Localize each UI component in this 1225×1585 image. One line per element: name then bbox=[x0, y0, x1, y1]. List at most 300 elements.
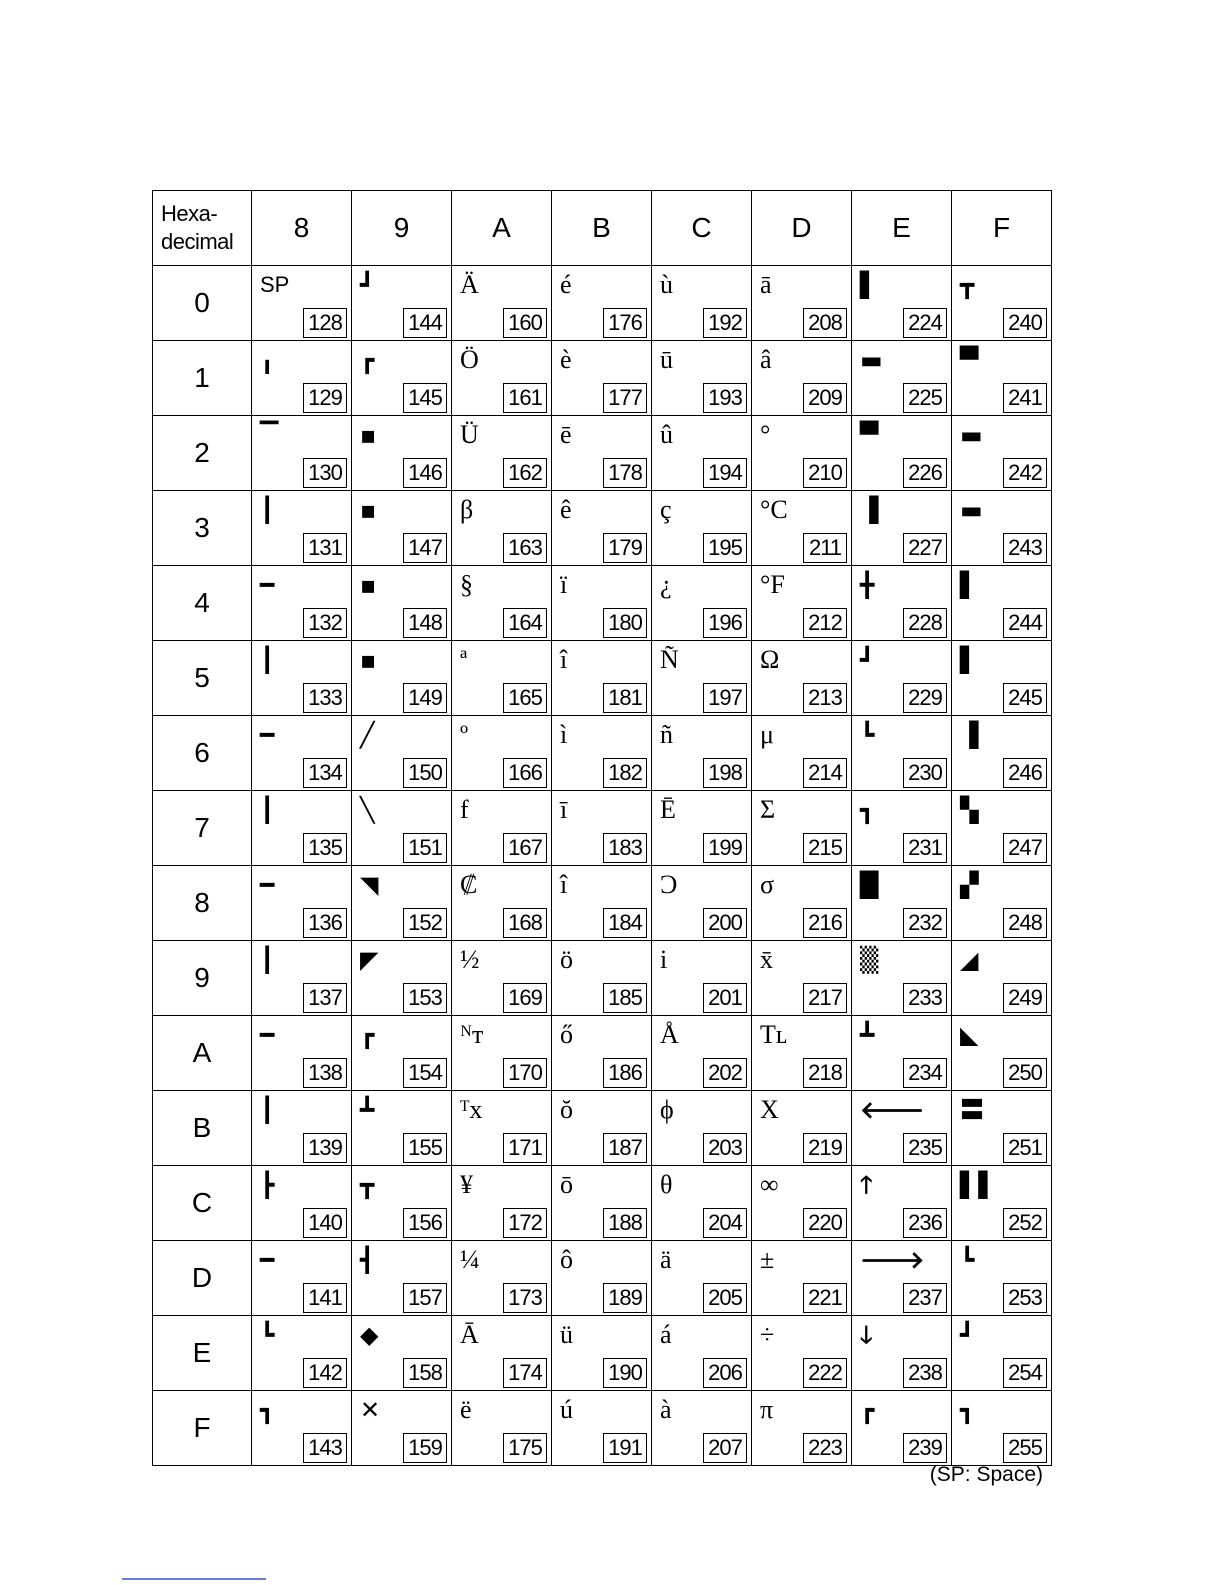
character-glyph: ┣ bbox=[260, 1171, 275, 1199]
character-cell bbox=[352, 1166, 452, 1241]
character-glyph: ▐ bbox=[860, 496, 879, 524]
character-cell bbox=[452, 566, 552, 641]
character-glyph: Ω bbox=[760, 645, 780, 674]
character-glyph: ╲ bbox=[360, 796, 375, 824]
character-glyph: ┳ bbox=[960, 271, 975, 299]
character-cell bbox=[552, 866, 652, 941]
table-row bbox=[153, 1241, 1052, 1316]
character-cell bbox=[752, 941, 852, 1016]
row-header: A bbox=[153, 1016, 252, 1091]
character-cell bbox=[852, 1316, 952, 1391]
character-cell bbox=[952, 566, 1052, 641]
character-glyph: ê bbox=[560, 495, 572, 524]
character-glyph: ┓ bbox=[960, 1396, 975, 1424]
character-glyph: ▞ bbox=[960, 871, 979, 899]
character-cell bbox=[652, 1016, 752, 1091]
character-glyph: °F bbox=[760, 570, 785, 599]
character-glyph: Ā bbox=[460, 1320, 479, 1349]
character-cell bbox=[452, 641, 552, 716]
decimal-code-box: 143 bbox=[303, 1433, 347, 1463]
character-cell bbox=[852, 416, 952, 491]
decimal-code-box: 182 bbox=[603, 758, 647, 788]
decimal-code-box: 208 bbox=[803, 308, 847, 338]
column-header-8: 8 bbox=[252, 191, 352, 266]
character-glyph: ┓ bbox=[260, 1396, 275, 1424]
character-glyph: á bbox=[660, 1320, 672, 1349]
decimal-code-box: 168 bbox=[503, 908, 547, 938]
decimal-code-box: 219 bbox=[803, 1133, 847, 1163]
character-glyph: ▪ bbox=[360, 571, 377, 599]
character-glyph: ō bbox=[560, 1170, 573, 1199]
character-cell bbox=[552, 716, 652, 791]
character-glyph: ô bbox=[560, 1245, 573, 1274]
character-glyph: μ bbox=[760, 720, 774, 749]
character-cell bbox=[352, 1316, 452, 1391]
decimal-code-box: 166 bbox=[503, 758, 547, 788]
character-cell bbox=[952, 416, 1052, 491]
character-cell bbox=[252, 266, 352, 341]
character-glyph: ┗ bbox=[860, 721, 875, 749]
character-glyph: Ñ bbox=[660, 645, 679, 674]
decimal-code-box: 249 bbox=[1003, 983, 1047, 1013]
character-glyph: ━ bbox=[260, 1021, 275, 1049]
character-glyph: π bbox=[760, 1395, 774, 1424]
decimal-code-box: 154 bbox=[403, 1058, 447, 1088]
character-glyph: 〓 bbox=[960, 1096, 984, 1124]
character-glyph: ▚ bbox=[960, 796, 979, 824]
decimal-code-box: 251 bbox=[1003, 1133, 1047, 1163]
character-glyph: ╋ bbox=[860, 571, 875, 599]
character-cell bbox=[952, 491, 1052, 566]
decimal-code-box: 248 bbox=[1003, 908, 1047, 938]
character-cell bbox=[252, 1316, 352, 1391]
decimal-code-box: 222 bbox=[803, 1358, 847, 1388]
character-glyph: ┃ bbox=[260, 796, 275, 824]
character-cell bbox=[852, 641, 952, 716]
character-glyph: ┳ bbox=[360, 1171, 375, 1199]
decimal-code-box: 202 bbox=[703, 1058, 747, 1088]
character-glyph: f bbox=[460, 795, 469, 824]
character-cell bbox=[352, 1241, 452, 1316]
table-row bbox=[153, 791, 1052, 866]
decimal-code-box: 170 bbox=[503, 1058, 547, 1088]
character-glyph: ē bbox=[560, 420, 572, 449]
decimal-code-box: 244 bbox=[1003, 608, 1047, 638]
decimal-code-box: 167 bbox=[503, 833, 547, 863]
character-glyph: ¼ bbox=[460, 1245, 480, 1274]
character-cell bbox=[452, 941, 552, 1016]
character-cell bbox=[552, 566, 652, 641]
decimal-code-box: 240 bbox=[1003, 308, 1047, 338]
decimal-code-box: 215 bbox=[803, 833, 847, 863]
character-glyph: ° bbox=[760, 420, 771, 449]
decimal-code-box: 190 bbox=[603, 1358, 647, 1388]
character-glyph: ▌ bbox=[960, 571, 979, 599]
character-cell bbox=[952, 1241, 1052, 1316]
character-code-table bbox=[152, 190, 1052, 1466]
decimal-code-box: 169 bbox=[503, 983, 547, 1013]
decimal-code-box: 203 bbox=[703, 1133, 747, 1163]
character-cell bbox=[752, 641, 852, 716]
character-glyph: ◢ bbox=[960, 946, 979, 974]
character-glyph: θ bbox=[660, 1170, 673, 1199]
character-cell bbox=[552, 1391, 652, 1466]
character-glyph: ┻ bbox=[360, 1096, 375, 1124]
character-glyph: ┓ bbox=[860, 796, 875, 824]
row-header: 0 bbox=[153, 266, 252, 341]
character-glyph: ◆ bbox=[360, 1321, 379, 1349]
character-cell bbox=[252, 791, 352, 866]
character-glyph: ▌ bbox=[860, 271, 879, 299]
character-glyph: ┗ bbox=[960, 1246, 975, 1274]
character-glyph: ┏ bbox=[360, 1021, 375, 1049]
row-header: 2 bbox=[153, 416, 252, 491]
decimal-code-box: 185 bbox=[603, 983, 647, 1013]
decimal-code-box: 233 bbox=[903, 983, 947, 1013]
character-glyph: ┃ bbox=[260, 946, 275, 974]
decimal-code-box: 142 bbox=[303, 1358, 347, 1388]
character-glyph: ù bbox=[660, 270, 673, 299]
character-cell bbox=[352, 791, 452, 866]
row-header: 3 bbox=[153, 491, 252, 566]
character-glyph: ━ bbox=[260, 1246, 275, 1274]
character-cell bbox=[752, 1316, 852, 1391]
character-glyph: ñ bbox=[660, 720, 673, 749]
decimal-code-box: 177 bbox=[603, 383, 647, 413]
decimal-code-box: 218 bbox=[803, 1058, 847, 1088]
decimal-code-box: 242 bbox=[1003, 458, 1047, 488]
character-glyph: ▪ bbox=[360, 421, 377, 449]
table-row bbox=[153, 491, 1052, 566]
character-cell bbox=[652, 1241, 752, 1316]
character-glyph: ┏ bbox=[860, 1396, 875, 1424]
decimal-code-box: 223 bbox=[803, 1433, 847, 1463]
header-row bbox=[153, 191, 1052, 266]
character-cell bbox=[752, 416, 852, 491]
decimal-code-box: 206 bbox=[703, 1358, 747, 1388]
character-cell bbox=[752, 491, 852, 566]
character-glyph: ━ bbox=[260, 871, 275, 899]
character-glyph: ▬ bbox=[960, 496, 983, 524]
decimal-code-box: 133 bbox=[303, 683, 347, 713]
character-cell bbox=[452, 1241, 552, 1316]
character-glyph: β bbox=[460, 495, 474, 524]
character-cell bbox=[252, 866, 352, 941]
character-glyph: ϕ bbox=[660, 1095, 674, 1124]
character-cell bbox=[352, 566, 452, 641]
character-glyph: î bbox=[560, 645, 568, 674]
decimal-code-box: 239 bbox=[903, 1433, 947, 1463]
character-glyph: ┃ bbox=[260, 496, 275, 524]
row-header: 1 bbox=[153, 341, 252, 416]
row-header: 8 bbox=[153, 866, 252, 941]
character-cell bbox=[352, 1391, 452, 1466]
row-header: C bbox=[153, 1166, 252, 1241]
character-cell bbox=[352, 266, 452, 341]
decimal-code-box: 161 bbox=[503, 383, 547, 413]
character-cell bbox=[652, 1316, 752, 1391]
character-cell bbox=[352, 866, 452, 941]
character-glyph: ä bbox=[660, 1245, 672, 1274]
decimal-code-box: 141 bbox=[303, 1283, 347, 1313]
character-glyph: û bbox=[660, 420, 673, 449]
character-cell bbox=[752, 716, 852, 791]
character-cell bbox=[952, 791, 1052, 866]
row-header: 5 bbox=[153, 641, 252, 716]
decimal-code-box: 135 bbox=[303, 833, 347, 863]
character-cell bbox=[952, 1391, 1052, 1466]
decimal-code-box: 217 bbox=[803, 983, 847, 1013]
character-glyph: ▀ bbox=[960, 346, 979, 374]
table-row bbox=[153, 716, 1052, 791]
table-row bbox=[153, 1016, 1052, 1091]
table-row bbox=[153, 1166, 1052, 1241]
table-row bbox=[153, 1316, 1052, 1391]
character-cell bbox=[352, 941, 452, 1016]
character-glyph: ◤ bbox=[360, 946, 379, 974]
decimal-code-box: 221 bbox=[803, 1283, 847, 1313]
row-header: 4 bbox=[153, 566, 252, 641]
character-cell bbox=[452, 866, 552, 941]
character-cell bbox=[852, 341, 952, 416]
character-glyph: ᴺᴛ bbox=[460, 1020, 484, 1049]
character-cell bbox=[852, 566, 952, 641]
character-cell bbox=[352, 1091, 452, 1166]
character-glyph: ▔ bbox=[260, 421, 279, 449]
decimal-code-box: 201 bbox=[703, 983, 747, 1013]
decimal-code-box: 150 bbox=[403, 758, 447, 788]
character-glyph: ü bbox=[560, 1320, 573, 1349]
character-cell bbox=[552, 491, 652, 566]
character-cell bbox=[452, 416, 552, 491]
decimal-code-box: 204 bbox=[703, 1208, 747, 1238]
decimal-code-box: 250 bbox=[1003, 1058, 1047, 1088]
decimal-code-box: 181 bbox=[603, 683, 647, 713]
decimal-code-box: 209 bbox=[803, 383, 847, 413]
character-glyph: î bbox=[560, 870, 568, 899]
character-glyph: 🡓 bbox=[860, 1321, 873, 1349]
decimal-code-box: 147 bbox=[403, 533, 447, 563]
character-glyph: ā bbox=[760, 270, 772, 299]
character-cell bbox=[952, 1166, 1052, 1241]
character-glyph: § bbox=[460, 570, 473, 599]
character-cell bbox=[452, 491, 552, 566]
row-header: 6 bbox=[153, 716, 252, 791]
decimal-code-box: 174 bbox=[503, 1358, 547, 1388]
character-cell bbox=[852, 491, 952, 566]
character-cell bbox=[252, 566, 352, 641]
decimal-code-box: 252 bbox=[1003, 1208, 1047, 1238]
decimal-code-box: 128 bbox=[303, 308, 347, 338]
decimal-code-box: 144 bbox=[403, 308, 447, 338]
character-cell bbox=[752, 791, 852, 866]
row-header: F bbox=[153, 1391, 252, 1466]
character-glyph: ì bbox=[560, 720, 568, 749]
character-cell bbox=[952, 341, 1052, 416]
character-cell bbox=[252, 641, 352, 716]
column-header-d: D bbox=[752, 191, 852, 266]
character-glyph: ÷ bbox=[760, 1320, 775, 1349]
decimal-code-box: 227 bbox=[903, 533, 947, 563]
character-glyph: â bbox=[760, 345, 772, 374]
decimal-code-box: 194 bbox=[703, 458, 747, 488]
decimal-code-box: 235 bbox=[903, 1133, 947, 1163]
character-glyph: 🡑 bbox=[860, 1171, 873, 1199]
decimal-code-box: 246 bbox=[1003, 758, 1047, 788]
character-cell bbox=[752, 1016, 852, 1091]
character-glyph: à bbox=[660, 1395, 672, 1424]
decimal-code-box: 159 bbox=[403, 1433, 447, 1463]
decimal-code-box: 238 bbox=[903, 1358, 947, 1388]
character-cell bbox=[652, 1166, 752, 1241]
decimal-code-box: 176 bbox=[603, 308, 647, 338]
character-cell bbox=[552, 416, 652, 491]
character-glyph: SP bbox=[260, 272, 290, 297]
character-glyph: ő bbox=[560, 1020, 573, 1049]
table-row bbox=[153, 941, 1052, 1016]
decimal-code-box: 184 bbox=[603, 908, 647, 938]
character-glyph: ┏ bbox=[360, 346, 375, 374]
decimal-code-box: 137 bbox=[303, 983, 347, 1013]
character-cell bbox=[852, 716, 952, 791]
row-header: D bbox=[153, 1241, 252, 1316]
decimal-code-box: 148 bbox=[403, 608, 447, 638]
character-cell bbox=[452, 1016, 552, 1091]
character-cell bbox=[552, 791, 652, 866]
decimal-code-box: 213 bbox=[803, 683, 847, 713]
character-glyph: ◣ bbox=[960, 1021, 979, 1049]
decimal-code-box: 220 bbox=[803, 1208, 847, 1238]
character-glyph: ✕ bbox=[360, 1396, 381, 1424]
character-cell bbox=[552, 1016, 652, 1091]
character-glyph: ╻ bbox=[260, 346, 275, 374]
decimal-code-box: 195 bbox=[703, 533, 747, 563]
decimal-code-box: 198 bbox=[703, 758, 747, 788]
character-cell bbox=[552, 641, 652, 716]
decimal-code-box: 186 bbox=[603, 1058, 647, 1088]
character-cell bbox=[252, 1166, 352, 1241]
table-row bbox=[153, 416, 1052, 491]
row-header: E bbox=[153, 1316, 252, 1391]
decimal-code-box: 175 bbox=[503, 1433, 547, 1463]
character-cell bbox=[652, 941, 752, 1016]
character-glyph: è bbox=[560, 345, 572, 374]
decimal-code-box: 145 bbox=[403, 383, 447, 413]
character-glyph: ┃ bbox=[260, 1096, 275, 1124]
character-glyph: ö bbox=[560, 945, 573, 974]
decimal-code-box: 243 bbox=[1003, 533, 1047, 563]
decimal-code-box: 236 bbox=[903, 1208, 947, 1238]
character-glyph: Ö bbox=[460, 345, 479, 374]
character-glyph: Ü bbox=[460, 420, 479, 449]
character-glyph: Ɔ bbox=[660, 870, 678, 899]
character-cell bbox=[852, 1241, 952, 1316]
decimal-code-box: 228 bbox=[903, 608, 947, 638]
decimal-code-box: 193 bbox=[703, 383, 747, 413]
decimal-code-box: 226 bbox=[903, 458, 947, 488]
character-cell bbox=[852, 1016, 952, 1091]
character-glyph: ▌ bbox=[960, 646, 979, 674]
character-cell bbox=[452, 716, 552, 791]
character-cell bbox=[752, 1166, 852, 1241]
decimal-code-box: 158 bbox=[403, 1358, 447, 1388]
character-cell bbox=[752, 1241, 852, 1316]
character-cell bbox=[452, 1166, 552, 1241]
table-row bbox=[153, 266, 1052, 341]
decimal-code-box: 241 bbox=[1003, 383, 1047, 413]
character-glyph: ┻ bbox=[860, 1021, 875, 1049]
decimal-code-box: 160 bbox=[503, 308, 547, 338]
character-glyph: Tʟ bbox=[760, 1020, 788, 1049]
character-cell bbox=[252, 716, 352, 791]
decimal-code-box: 152 bbox=[403, 908, 447, 938]
decimal-code-box: 224 bbox=[903, 308, 947, 338]
character-glyph: ª bbox=[460, 645, 468, 674]
character-glyph: █ bbox=[860, 871, 879, 899]
row-header: B bbox=[153, 1091, 252, 1166]
character-cell bbox=[752, 266, 852, 341]
decimal-code-box: 140 bbox=[303, 1208, 347, 1238]
character-glyph: X bbox=[760, 1095, 779, 1124]
character-cell bbox=[352, 491, 452, 566]
character-cell bbox=[452, 1316, 552, 1391]
decimal-code-box: 229 bbox=[903, 683, 947, 713]
decimal-code-box: 210 bbox=[803, 458, 847, 488]
corner-label-line-1: Hexa- bbox=[161, 201, 218, 226]
character-cell bbox=[852, 1166, 952, 1241]
character-glyph: ┫ bbox=[360, 1246, 375, 1274]
decimal-code-box: 254 bbox=[1003, 1358, 1047, 1388]
decimal-code-box: 163 bbox=[503, 533, 547, 563]
character-cell bbox=[952, 1091, 1052, 1166]
character-cell bbox=[652, 866, 752, 941]
character-cell bbox=[952, 866, 1052, 941]
decimal-code-box: 146 bbox=[403, 458, 447, 488]
column-header-a: A bbox=[452, 191, 552, 266]
table-row bbox=[153, 1391, 1052, 1466]
decimal-code-box: 230 bbox=[903, 758, 947, 788]
character-cell bbox=[652, 716, 752, 791]
character-cell bbox=[652, 1091, 752, 1166]
decimal-code-box: 245 bbox=[1003, 683, 1047, 713]
character-cell bbox=[952, 716, 1052, 791]
character-glyph: ¿ bbox=[660, 570, 672, 599]
character-cell bbox=[852, 941, 952, 1016]
character-glyph: ± bbox=[760, 1245, 775, 1274]
character-cell bbox=[952, 1316, 1052, 1391]
decimal-code-box: 178 bbox=[603, 458, 647, 488]
character-cell bbox=[252, 941, 352, 1016]
table-row bbox=[153, 866, 1052, 941]
character-cell bbox=[552, 1091, 652, 1166]
decimal-code-box: 156 bbox=[403, 1208, 447, 1238]
decimal-code-box: 237 bbox=[903, 1283, 947, 1313]
character-cell bbox=[652, 416, 752, 491]
character-glyph: ū bbox=[660, 345, 673, 374]
character-cell bbox=[652, 791, 752, 866]
decimal-code-box: 149 bbox=[403, 683, 447, 713]
decimal-code-box: 179 bbox=[603, 533, 647, 563]
character-cell bbox=[752, 566, 852, 641]
character-cell bbox=[252, 491, 352, 566]
character-glyph: ∞ bbox=[760, 1170, 779, 1199]
character-glyph: Σ bbox=[760, 795, 776, 824]
character-cell bbox=[852, 1391, 952, 1466]
column-header-e: E bbox=[852, 191, 952, 266]
decimal-code-box: 139 bbox=[303, 1133, 347, 1163]
character-glyph: ½ bbox=[460, 945, 480, 974]
character-glyph: ᵀx bbox=[460, 1095, 483, 1124]
